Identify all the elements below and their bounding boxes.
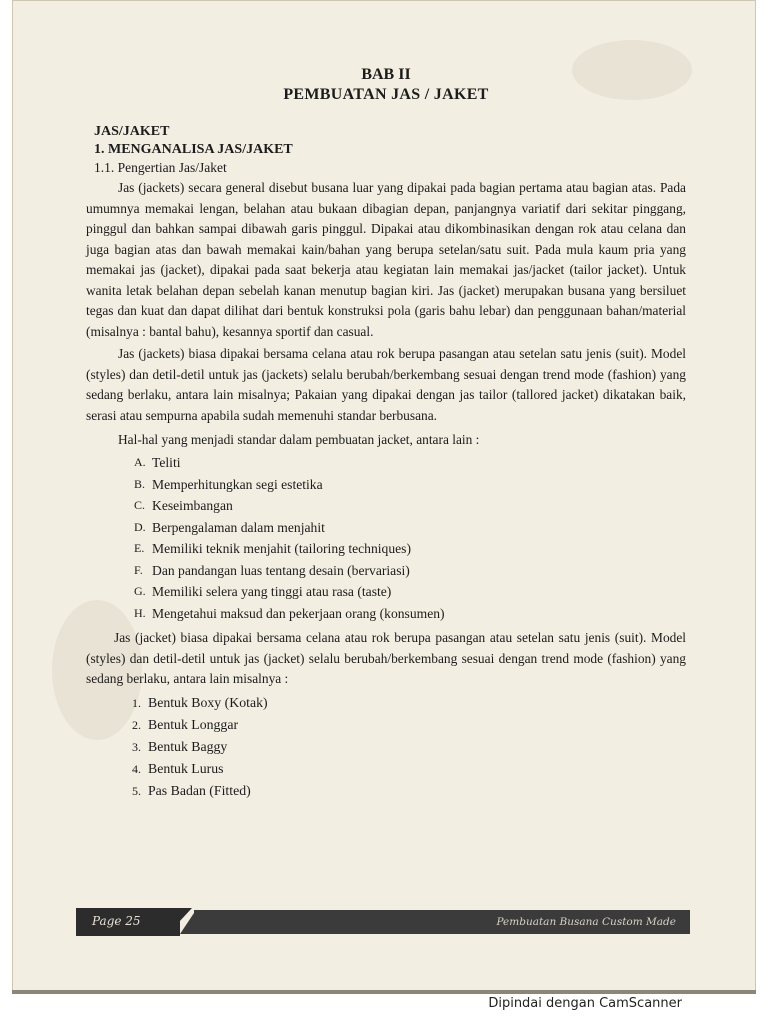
shape-item-text: Bentuk Longgar	[148, 716, 239, 732]
standard-item-marker: G.	[134, 584, 146, 598]
shape-item-marker: 1.	[132, 695, 141, 710]
standard-item-marker: C.	[134, 498, 146, 512]
subsubsection-heading: 1.1. Pengertian Jas/Jaket	[94, 160, 227, 175]
paragraph-standards-intro: Hal-hal yang menjadi standar dalam pembuatan jacket, antara lain :	[118, 432, 480, 447]
shape-item	[132, 736, 686, 758]
standard-item-marker: D.	[134, 519, 146, 534]
standard-item	[134, 517, 686, 539]
footer-book-title: Pembuatan Busana Custom Made	[496, 916, 676, 928]
shape-item-text: Bentuk Boxy (Kotak)	[148, 694, 268, 710]
standard-item	[134, 474, 686, 496]
shape-item	[132, 780, 686, 802]
shape-item-text: Bentuk Baggy	[148, 738, 228, 754]
page-content	[86, 66, 686, 802]
shape-item-marker: 5.	[132, 783, 141, 798]
shape-item-marker: 2.	[132, 717, 141, 732]
standard-item	[134, 452, 686, 474]
page-footer	[76, 908, 690, 936]
standard-item	[134, 495, 686, 517]
standard-item-marker: H.	[134, 605, 146, 620]
standard-item	[134, 603, 686, 625]
page-number: Page 25	[92, 914, 141, 928]
standard-item-text: Memiliki selera yang tinggi atau rasa (taste)	[152, 584, 392, 599]
shape-item-text: Bentuk Lurus	[148, 760, 224, 776]
shape-item	[132, 692, 686, 714]
standard-item-text: Mengetahui maksud dan pekerjaan orang (konsumen)	[152, 605, 445, 621]
standard-item-text: Dan pandangan luas tentang desain (bervariasi)	[152, 562, 410, 578]
paragraph-usage: Jas (jackets) biasa dipakai bersama celana atau rok berupa pasangan atau setelan satu jenis (suit). Model (styles) dan detil-detil untuk jas (jackets) selalu berubah/berkembang sesuai dengan trend mode (fashion) yang sedang berlaku, antara lain misalnya; Pakaian yang dipakai dengan jas tailor (tallored jacket) dikatakan baik, serasi atau sempurna apabila sudah memenuhi standar berbusana.	[86, 346, 686, 423]
paragraph-models: Jas (jacket) biasa dipakai bersama celana atau rok berupa pasangan atau setelan satu jenis (suit). Model (styles) dan detil-detil untuk jas (jacket) selalu berubah/berkembang sesuai dengan trend mode (fashion) yang sedang berlaku, antara lain misalnya :	[86, 630, 686, 686]
shape-item-marker: 4.	[132, 761, 141, 776]
shape-item	[132, 758, 686, 780]
standard-item	[134, 560, 686, 582]
scanner-watermark: Dipindai dengan CamScanner	[488, 996, 682, 1011]
standard-item	[134, 538, 686, 560]
standard-item-text: Berpengalaman dalam menjahit	[152, 519, 325, 535]
paragraph-definition: Jas (jackets) secara general disebut busana luar yang dipakai pada bagian pertama atau bagian atas. Pada umumnya memakai lengan, belahan atau bukaan dibagian depan, panjangnya variatif dari sekitar pinggang, pinggul dan bahkan sampai dibawah garis pinggul. Dipakai atau dikombinasikan dengan rok atau celana dan juga bagian atas dan bawah memakai kain/bahan yang berupa setelan/satu suit. Pada mula kaum pria yang memakai jas (jacket), dipakai pada saat bekerja atau kegiatan lain memakai jas/jacket (tailor jacket). Untuk wanita letak belahan depan sebelah kanan menutup bagian kiri. Jas (jacket) merupakan busana yang bersiluet tegas dan kuat dan dapat dilihat dari bentuk konstruksi pola (garis bahu lebar) dan penggunaan bahan/material (misalnya : bantal bahu), kesannya sportif dan casual.	[86, 180, 686, 339]
standard-item-marker: A.	[134, 455, 146, 469]
subsection-heading: 1. MENGANALISA JAS/JAKET	[94, 142, 293, 157]
chapter-label: BAB II	[361, 66, 411, 83]
shape-item-text: Pas Badan (Fitted)	[148, 782, 251, 798]
standard-item-text: Teliti	[152, 455, 181, 470]
standard-item-marker: F.	[134, 562, 143, 577]
shape-item-marker: 3.	[132, 739, 141, 754]
standard-item-text: Keseimbangan	[152, 498, 233, 513]
chapter-title: PEMBUATAN JAS / JAKET	[283, 86, 489, 103]
standard-item	[134, 581, 686, 603]
standard-item-text: Memperhitungkan segi estetika	[152, 476, 323, 492]
page-bottom-edge	[12, 990, 756, 994]
shape-item	[132, 714, 686, 736]
standards-list	[86, 452, 686, 624]
shapes-list	[86, 692, 686, 802]
standard-item-marker: E.	[134, 541, 145, 555]
section-heading: JAS/JAKET	[94, 124, 170, 139]
standard-item-text: Memiliki teknik menjahit (tailoring techniques)	[152, 541, 411, 556]
standard-item-marker: B.	[134, 476, 146, 491]
